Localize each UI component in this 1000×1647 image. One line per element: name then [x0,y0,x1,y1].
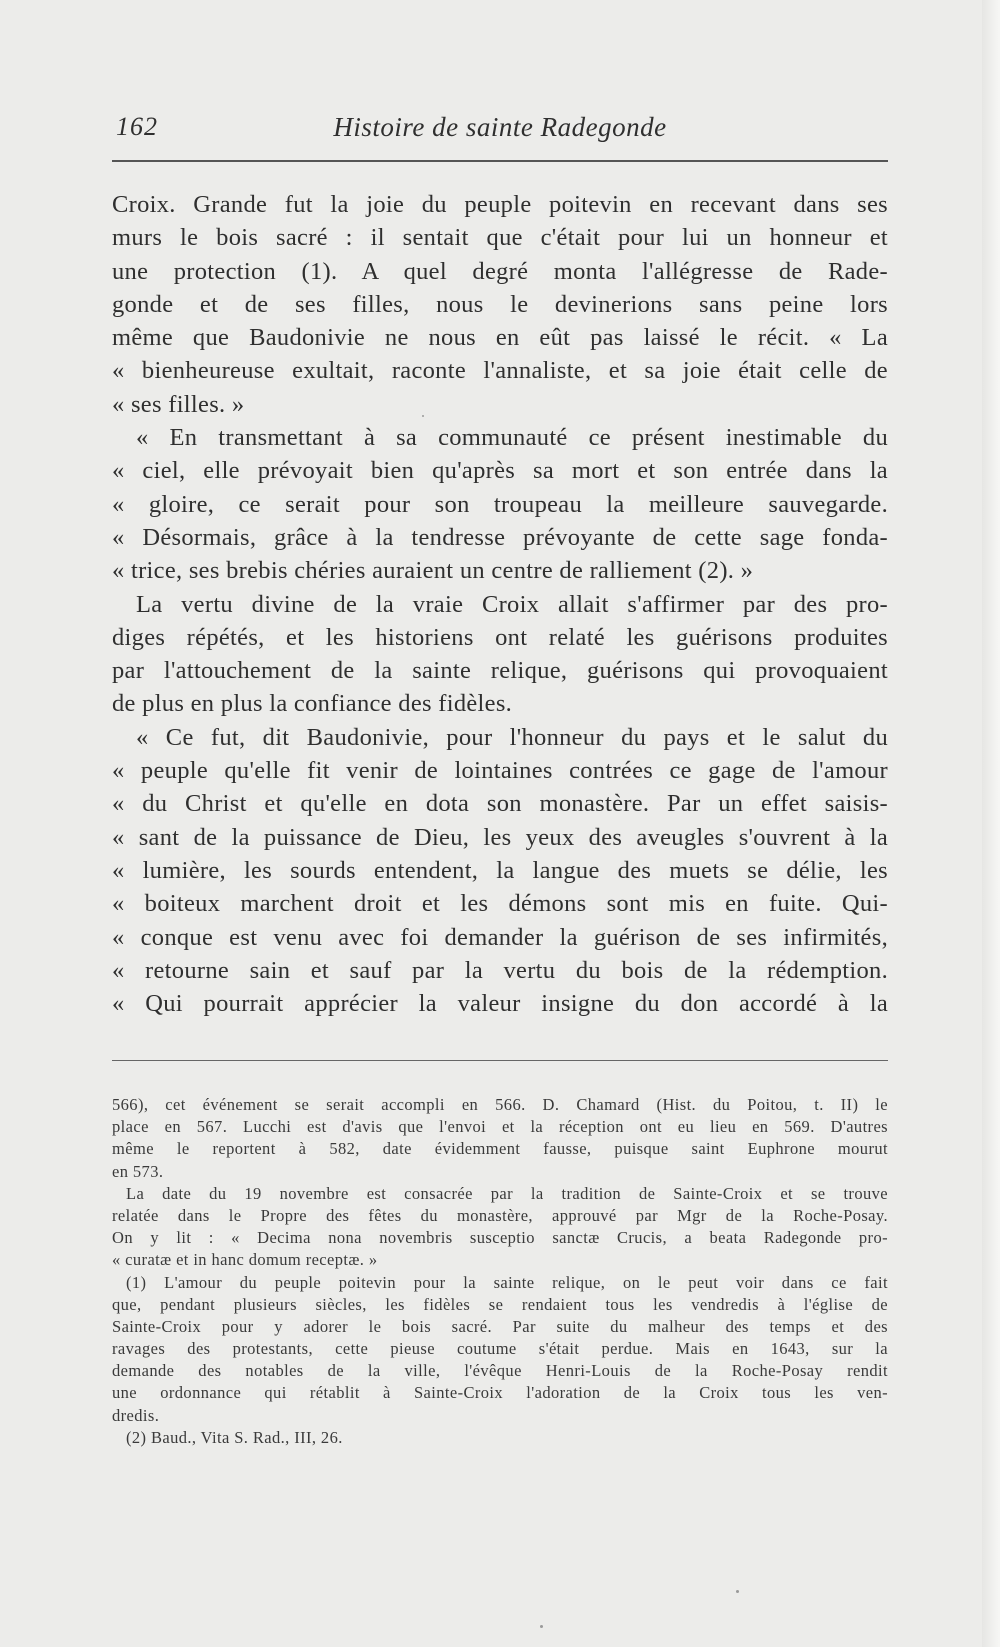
text-line: « boiteux marchent droit et les démons sont mis en fuite. Qui- [112,890,888,918]
text-line: par l'attouchement de la sainte relique, guérisons qui provoquaient [112,657,888,685]
text-line: « gloire, ce serait pour son troupeau la meilleure sauvegarde. [112,490,888,518]
text-line: de plus en plus la confiance des fidèles. [112,690,513,718]
footnote-line: (1) L'amour du peuple poitevin pour la sainte relique, on le peut voir dans ce fait [126,1272,888,1292]
text-line: « peuple qu'elle fit venir de lointaines contrées ce gage de l'amour [112,757,888,785]
text-line: murs le bois sacré : il sentait que c'était pour lui un honneur et [112,224,888,252]
footnote-line: ravages des protestants, cette pieuse coutume s'était perdue. Mais en 1643, sur la [112,1339,888,1359]
header-rule [112,160,888,162]
text-line: « lumière, les sourds entendent, la langue des muets se délie, les [112,856,888,884]
text-line: « En transmettant à sa communauté ce présent inestimable du [136,424,888,452]
footnote-line: Sainte-Croix pour y adorer le bois sacré. Par suite du malheur des temps et des [112,1316,888,1336]
page-number: 162 [116,112,158,141]
footnote-line: que, pendant plusieurs siècles, les fidèles se rendaient tous les vendredis à l'église de [112,1294,888,1314]
text-line: « trice, ses brebis chéries auraient un centre de ralliement (2). » [112,557,754,585]
running-title: Histoire de sainte Radegonde [333,112,667,142]
text-line: « conque est venu avec foi demander la guérison de ses infirmités, [112,923,888,951]
footnote-line: La date du 19 novembre est consacrée par la tradition de Sainte-Croix et se trouve [126,1183,888,1203]
footnote-rule [112,1060,888,1061]
text-line: même que Baudonivie ne nous en eût pas laissé le récit. « La [112,324,888,352]
footnote-line: 566), cet événement se serait accompli en 566. D. Chamard (Hist. du Poitou, t. II) le [112,1095,888,1114]
footnote-line: en 573. [112,1161,164,1181]
paper-speck [736,1590,739,1593]
text-line: diges répétés, et les historiens ont relaté les guérisons produites [112,623,888,651]
text-line: « Ce fut, dit Baudonivie, pour l'honneur du pays et le salut du [136,723,888,751]
footnote-line: relatée dans le Propre des fêtes du monastère, approuvé par Mgr de la Roche-Posay. [112,1205,888,1225]
page-edge [982,0,1000,1647]
footnote-line: place en 567. Lucchi est d'avis que l'envoi et la réception ont eu lieu en 569. D'autres [112,1117,888,1137]
footnote-line: même le reportent à 582, date évidemment fausse, puisque saint Euphrone mourut [112,1139,888,1159]
text-line: « Désormais, grâce à la tendresse prévoyante de cette sage fonda- [112,523,888,551]
text-line: « ses filles. » [112,390,245,418]
footnote-line: demande des notables de la ville, l'évêque Henri-Louis de la Roche-Posay rendit [112,1361,888,1381]
paper-speck [422,415,424,417]
text-line: « retourne sain et sauf par la vertu du bois de la rédemption. [112,956,888,984]
footnotes [112,1094,888,1449]
text-line: La vertu divine de la vraie Croix allait s'affirmer par des pro- [136,590,888,618]
footnote-line: On y lit : « Decima nona novembris susceptio sanctæ Crucis, a beata Radegonde pro- [112,1228,888,1248]
text-line: « bienheureuse exultait, raconte l'annaliste, et sa joie était celle de [112,357,888,385]
text-line: gonde et de ses filles, nous le devinerions sans peine lors [112,290,888,318]
text-line: Croix. Grande fut la joie du peuple poitevin en recevant dans ses [112,191,888,218]
text-line: « sant de la puissance de Dieu, les yeux des aveugles s'ouvrent à la [112,823,888,851]
main-text [112,188,888,1020]
text-line: « Qui pourrait apprécier la valeur insigne du don accordé à la [112,990,888,1018]
footnote-line: (2) Baud., Vita S. Rad., III, 26. [126,1427,343,1447]
footnote-line: dredis. [112,1405,160,1425]
footnote-line: « curatæ et in hanc domum receptæ. » [112,1250,378,1270]
footnote-line: une ordonnance qui rétablit à Sainte-Croix l'adoration de la Croix tous les ven- [112,1383,888,1403]
text-line: « ciel, elle prévoyait bien qu'après sa mort et son entrée dans la [112,457,888,485]
text-line: « du Christ et qu'elle en dota son monastère. Par un effet saisis- [112,790,888,818]
paper-speck [540,1625,543,1628]
text-line: une protection (1). A quel degré monta l'allégresse de Rade- [112,257,888,285]
page-header [112,108,888,148]
